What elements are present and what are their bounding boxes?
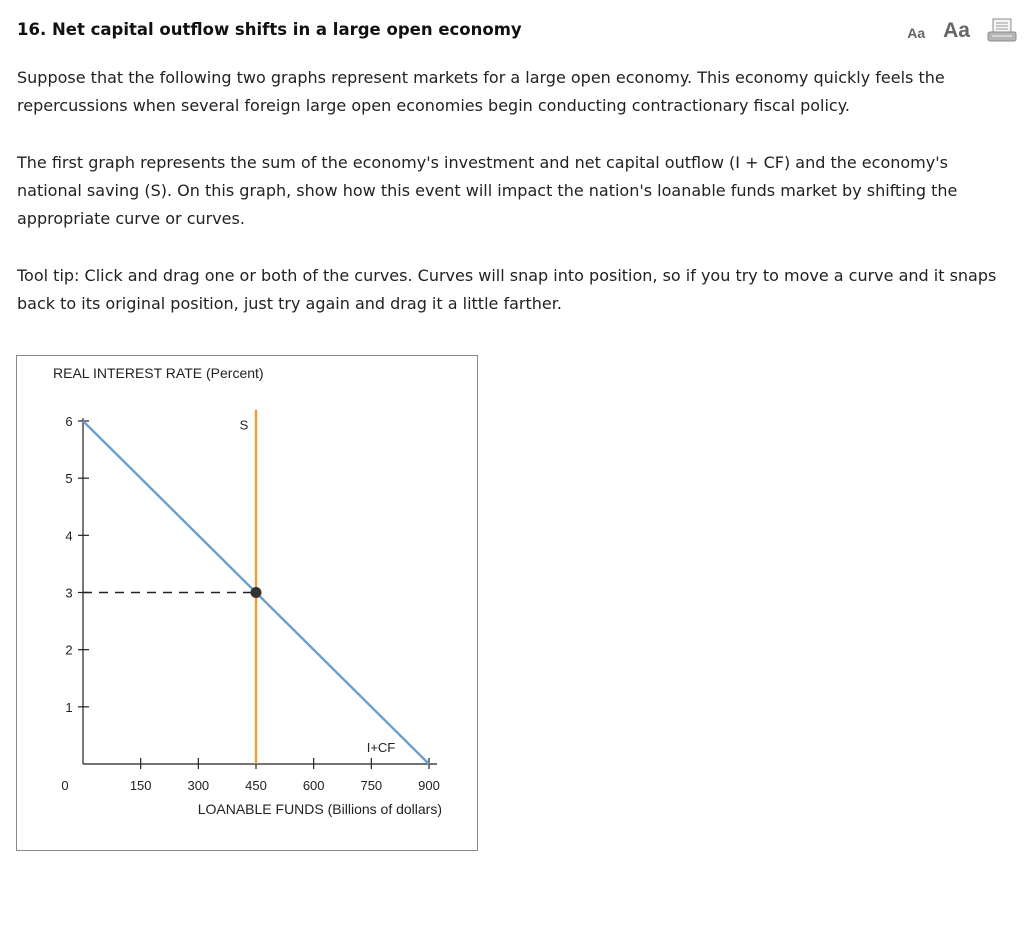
- loanable-funds-graph: [16, 355, 478, 851]
- loanable-funds-chart: [17, 356, 477, 850]
- s-label: S: [239, 417, 249, 433]
- x-tick-label: 300: [187, 778, 210, 793]
- decrease-font-button[interactable]: Aa: [907, 25, 926, 41]
- y-tick-label: 1: [65, 699, 73, 715]
- tool-tip-paragraph: Tool tip: Click and drag one or both of the curves. Curves will snap into position, so if you try to move a curve and it snaps back to its original position, just try again and drag it a little farther.: [17, 266, 997, 313]
- y-tick-label: 2: [65, 642, 73, 658]
- y-axis-title: REAL INTEREST RATE (Percent): [53, 365, 264, 381]
- x-tick-label: 750: [360, 778, 383, 793]
- increase-font-button[interactable]: Aa: [943, 19, 970, 42]
- x-tick-label: 600: [302, 778, 325, 793]
- origin-label: 0: [61, 778, 69, 793]
- print-icon[interactable]: [987, 18, 1017, 42]
- y-tick-label: 4: [65, 528, 73, 544]
- x-tick-label: 450: [245, 778, 267, 793]
- equilibrium-point: [251, 587, 262, 598]
- question-header: [17, 18, 1017, 42]
- x-axis-title: LOANABLE FUNDS (Billions of dollars): [197, 801, 442, 817]
- y-tick-label: 3: [65, 585, 73, 601]
- intro-paragraph: Suppose that the following two graphs represent markets for a large open economy. This economy quickly feels the repercussions when several foreign large open economies begin conducting contractionary fiscal policy.: [17, 68, 945, 115]
- x-tick-label: 900: [418, 778, 440, 793]
- x-tick-label: 150: [129, 778, 152, 793]
- i-plus-cf-label: I+CF: [366, 740, 396, 755]
- y-tick-label: 5: [65, 471, 73, 487]
- question-title: 16. Net capital outflow shifts in a large open economy: [17, 20, 522, 39]
- instruction-paragraph: The first graph represents the sum of the economy's investment and net capital outflow (I + CF) and the economy's national saving (S). On this graph, show how this event will impact the nation's loanable funds market by shifting the appropriate curve or curves.: [17, 153, 958, 228]
- font-size-controls: [907, 18, 1017, 42]
- y-tick-label: 6: [65, 414, 73, 429]
